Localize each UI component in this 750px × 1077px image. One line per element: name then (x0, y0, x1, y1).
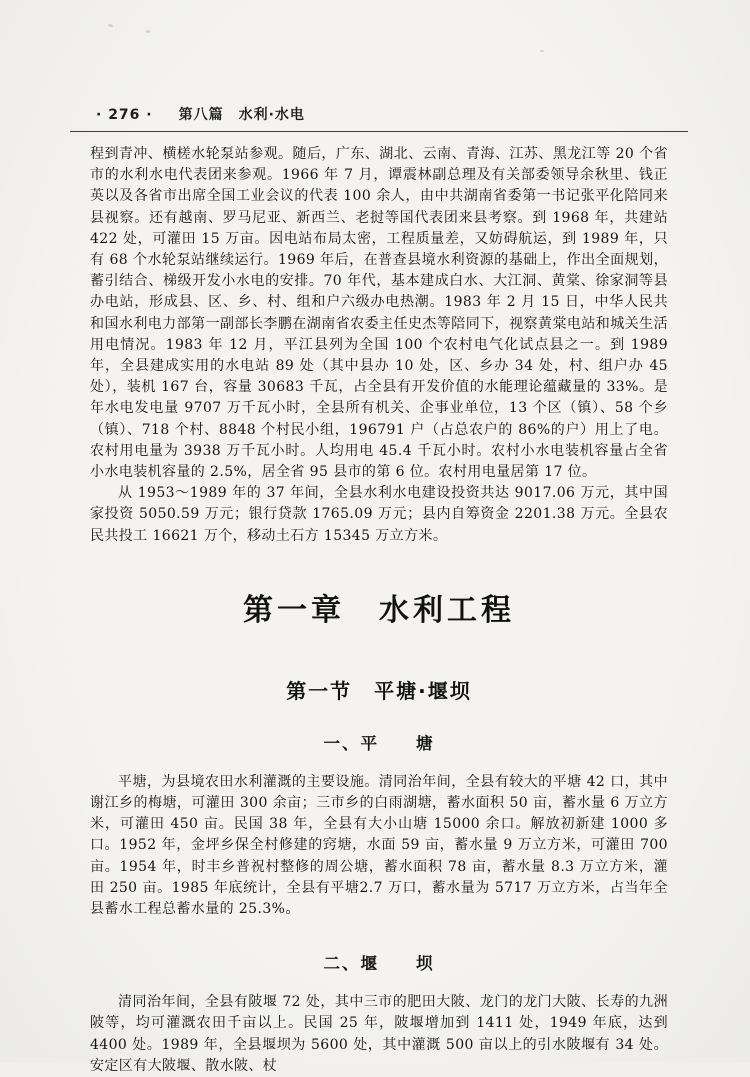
yanba-paragraph: 清同治年间，全县有陂堰 72 处，其中三市的肥田大陂、龙门的龙门大陂、长寿的九洲陂等，均可灌溉农田千亩以上。民国 25 年，陂堰增加到 1411 处，1949 年底，达到 4400 处。1989 年，全县堰坝为 5600 处，其中灌溉 500 亩以上的引水陂堰有 34 处。安定区有大陂堰、散水陂、杖 (90, 994, 668, 1074)
chapter-title: 第一章 水利工程 (243, 592, 515, 628)
running-header-title: 第八篇 水利·水电 (178, 107, 305, 123)
header-rule (70, 131, 688, 132)
running-header (90, 104, 668, 124)
subsection-heading-yanba: 二、堰 坝 (323, 954, 435, 974)
intro-paragraph-continued: 程到青冲、横槎水轮泵站参观。随后，广东、湖北、云南、青海、江苏、黑龙江等 20 个省市的水利水电代表团来参观。1966 年 7 月，谭震林副总理及有关部委领导余秋里、钱正英以及各省市出席全国工业会议的代表 100 余人，由中共湖南省委第一书记张平化陪同来县视察。还有越南、罗马尼亚、新西兰、老挝等国代表团来县考察。到 1968 年，共建站 422 处，可灌田 15 万亩。因电站布局太密，工程质量差，又妨碍航运，到 1989 年，只有 68 个水轮泵站继续运行。1969 年后，在普查县境水利资源的基础上，作出全面规划，蓄引结合、梯级开发小水电的安排。70 年代，基本建成白水、大江洞、黄棠、徐家洞等县办电站，形成县、区、乡、村、组和户六级办电热潮。1983 年 2 月 15 日，中华人民共和国水利电力部第一副部长李鹏在湖南省农委主任史杰等陪同下，视察黄棠电站和城关生活用电情况。1983 年 12 月，平江县列为全国 100 个农村电气化试点县之一。到 1989 年，全县建成实用的水电站 89 处（其中县办 10 处，区、乡办 34 处，村、组户办 45 处），装机 167 台，容量 30683 千瓦，占全县有开发价值的水能理论蕴藏量的 33%。是年水电发电量 9707 万千瓦小时，全县所有机关、企事业单位，13 个区（镇）、58 个乡（镇）、718 个村、8848 个村民小组，196791 户（占总农户的 86%的户）用上了电。农村用电量为 3938 万千瓦小时。人均用电 45.4 千瓦小时。农村小水电装机容量占全省小水电装机容量的 2.5%，居全省 95 县市的第 6 位。农村用电量居第 17 位。 (90, 146, 668, 481)
page-content (90, 104, 668, 1077)
subsection-heading-pingtang: 一、平 塘 (323, 733, 435, 753)
intro-paragraph-investment: 从 1953～1989 年的 37 年间，全县水利水电建设投资共达 9017.06 万元，其中国家投资 5050.59 万元；银行贷款 1765.09 万元；县内自筹资金 2201.38 万元。全县农民共投工 16621 万个，移动土石方 15345 万立方米。 (90, 485, 668, 544)
pingtang-paragraph: 平塘，为县境农田水利灌溉的主要设施。清同治年间，全县有较大的平塘 42 口，其中谢江乡的梅塘，可灌田 300 余亩；三市乡的白雨湖塘，蓄水面积 50 亩，蓄水量 6 万立方米，可灌田 450 亩。民国 38 年，全县有大小山塘 15000 余口。解放初新建 1000 多口。1952 年，金坪乡保全村修建的窍塘，水面 59 亩，蓄水量 9 万立方米，可灌田 700 亩。1954 年，时丰乡普祝村整修的周公塘，蓄水面积 78 亩，蓄水量 8.3 万立方米，灌田 250 亩。1985 年底统计，全县有平塘2.7 万口，蓄水量为 5717 万立方米，占当年全县蓄水工程总蓄水量的 25.3%。 (90, 773, 668, 918)
scan-noise-speck (108, 23, 114, 28)
scan-noise-speck (146, 30, 150, 33)
page-number: · 276 · (96, 107, 153, 123)
section-title: 第一节 平塘·堰坝 (286, 678, 472, 703)
scan-noise-speck (540, 50, 544, 52)
